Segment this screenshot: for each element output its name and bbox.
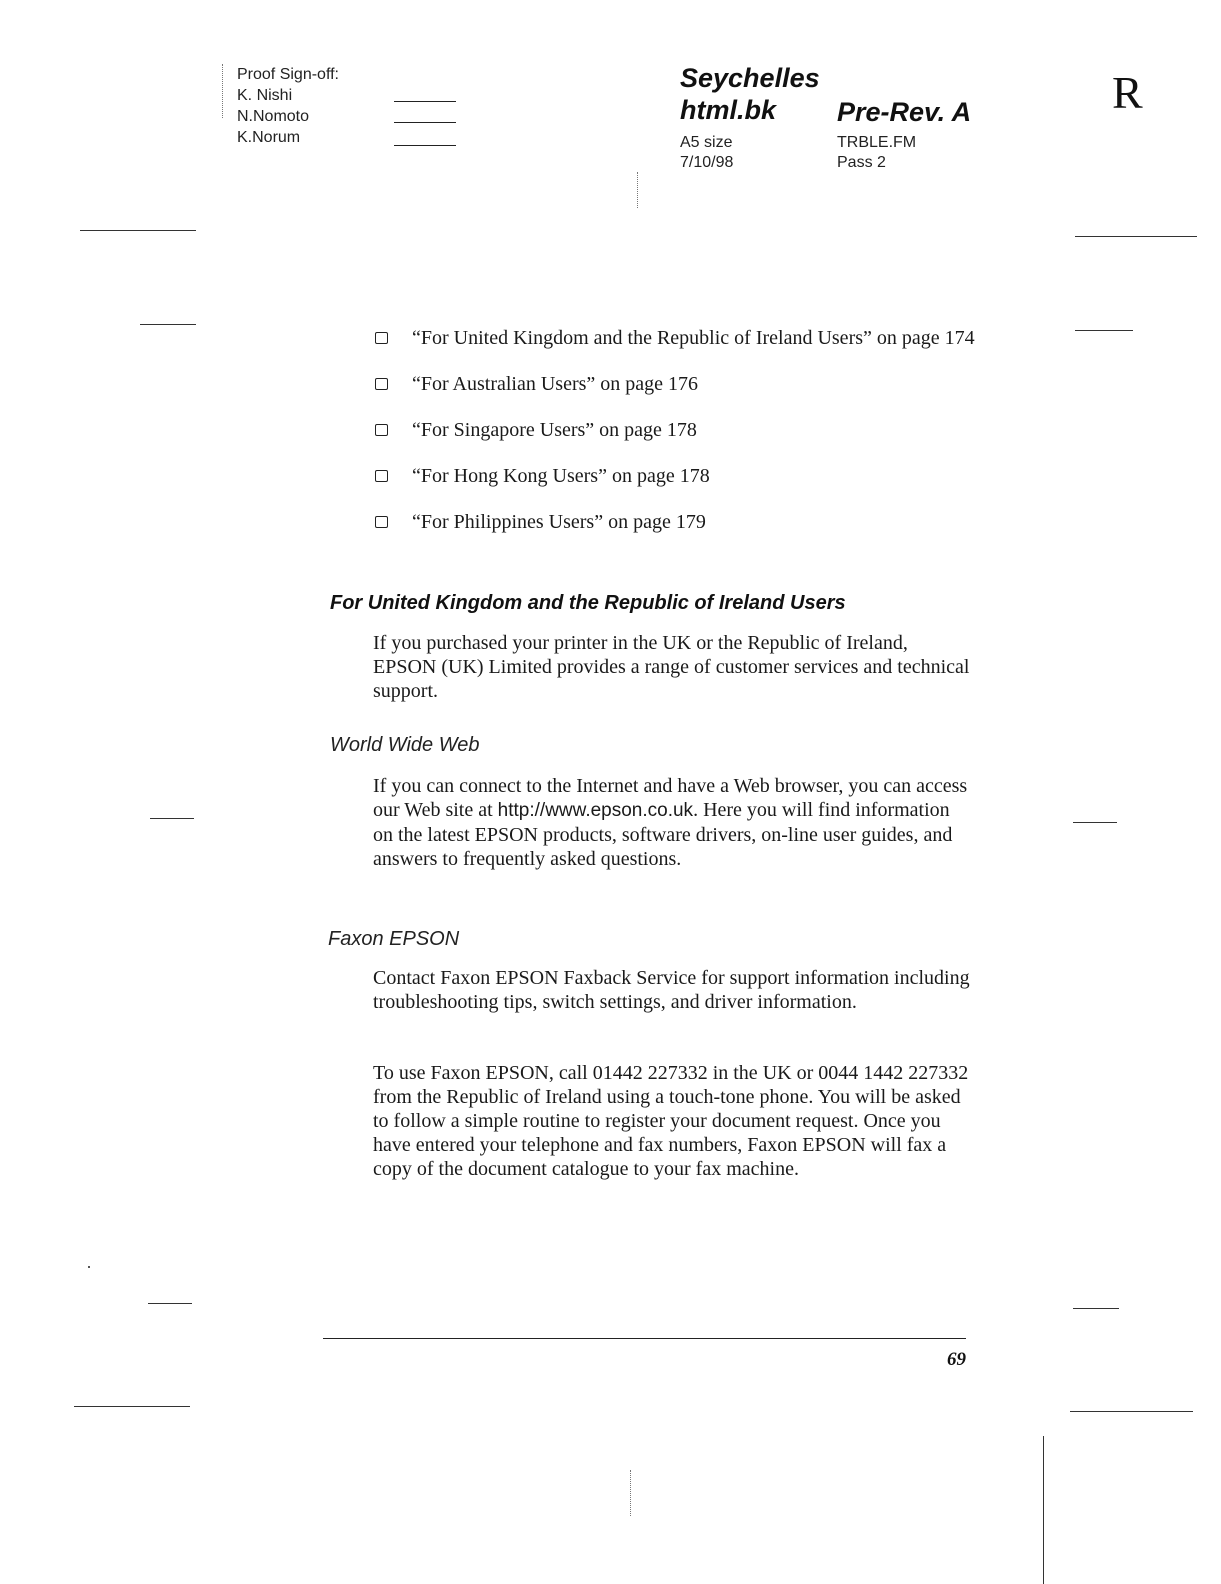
crop-mark-dot [88,1266,90,1268]
web-paragraph [373,774,973,871]
header-pass: Pass 2 [837,154,886,171]
list-item [375,372,975,396]
list-item-text: “For Australian Users” on page 176 [412,373,699,395]
checkbox-icon [375,332,388,344]
list-item-text: “For Hong Kong Users” on page 178 [412,465,710,487]
proof-name-2: N.Nomoto [237,108,310,125]
crop-rule-right-4 [1073,1308,1119,1309]
signature-line-3 [394,145,456,146]
crop-rule-left-5 [74,1406,190,1407]
web-url-link[interactable]: http://www.epson.co.uk [497,800,694,821]
checkbox-icon [375,424,388,436]
page-number: 69 [947,1349,966,1370]
header-size: A5 size [680,134,733,151]
footer-rule [323,1338,966,1339]
crop-rule-right-5 [1070,1411,1193,1412]
right-vertical-rule [1043,1436,1044,1584]
crop-rule-left-3 [150,818,194,819]
proof-name-1: K. Nishi [237,87,293,104]
proof-margin-dots [222,64,223,118]
list-item-text: “For United Kingdom and the Republic of Ireland Users” on page 174 [412,327,975,349]
faxon-heading: Faxon EPSON [328,928,460,950]
proof-title: Proof Sign-off: [237,66,339,83]
topic-list [375,326,975,556]
web-heading: World Wide Web [330,734,480,756]
crop-rule-right-3 [1073,822,1117,823]
header-revision: Pre-Rev. A [837,97,972,127]
list-item [375,326,975,350]
web-text-after: . Here you will find information on the latest EPSON products, software drivers, on-line user guides, and answers to frequently asked questions. [373,799,953,870]
section-heading: For United Kingdom and the Republic of Ireland Users [330,592,846,614]
list-item-text: “For Philippines Users” on page 179 [412,511,706,533]
checkbox-icon [375,470,388,482]
list-item [375,464,975,488]
crop-rule-right-2 [1075,330,1133,331]
crop-rule-left-4 [148,1303,192,1304]
list-item [375,418,975,442]
header-file: TRBLE.FM [837,134,917,151]
section-intro: If you purchased your printer in the UK or the Republic of Ireland, EPSON (UK) Limited provides a range of customer services and technical support. [373,632,970,702]
checkbox-icon [375,378,388,390]
proof-name-3: K.Norum [237,129,301,146]
proof-signoff [237,64,339,148]
faxon-paragraph-1: Contact Faxon EPSON Faxback Service for support information including troubleshooting tips, switch settings, and driver information. [373,967,970,1013]
list-item [375,510,975,534]
book-file: html.bk [680,95,777,125]
signature-line-1 [394,101,456,102]
web-text-before: If you can connect to the Internet and have a Web browser, you can access our Web site at [373,775,968,821]
crop-rule-left-1 [80,230,196,231]
checkbox-icon [375,516,388,528]
list-item-text: “For Singapore Users” on page 178 [412,419,697,441]
crop-rule-left-2 [140,324,196,325]
section-letter: R [1112,67,1143,118]
header-date: 7/10/98 [680,154,734,171]
signature-line-2 [394,122,456,123]
header-center-dots [637,172,638,208]
crop-rule-right-1 [1075,236,1197,237]
book-title: Seychelles [680,63,820,93]
faxon-paragraph-2: To use Faxon EPSON, call 01442 227332 in the UK or 0044 1442 227332 from the Republic of Ireland using a touch-tone phone. You will be asked to follow a simple routine to register your document request. Once you have entered your telephone and fax numbers, Faxon EPSON will fax a copy of the document catalogue to your fax machine. [373,1062,969,1180]
header-book-title [680,62,820,126]
footer-center-dots [630,1470,631,1516]
